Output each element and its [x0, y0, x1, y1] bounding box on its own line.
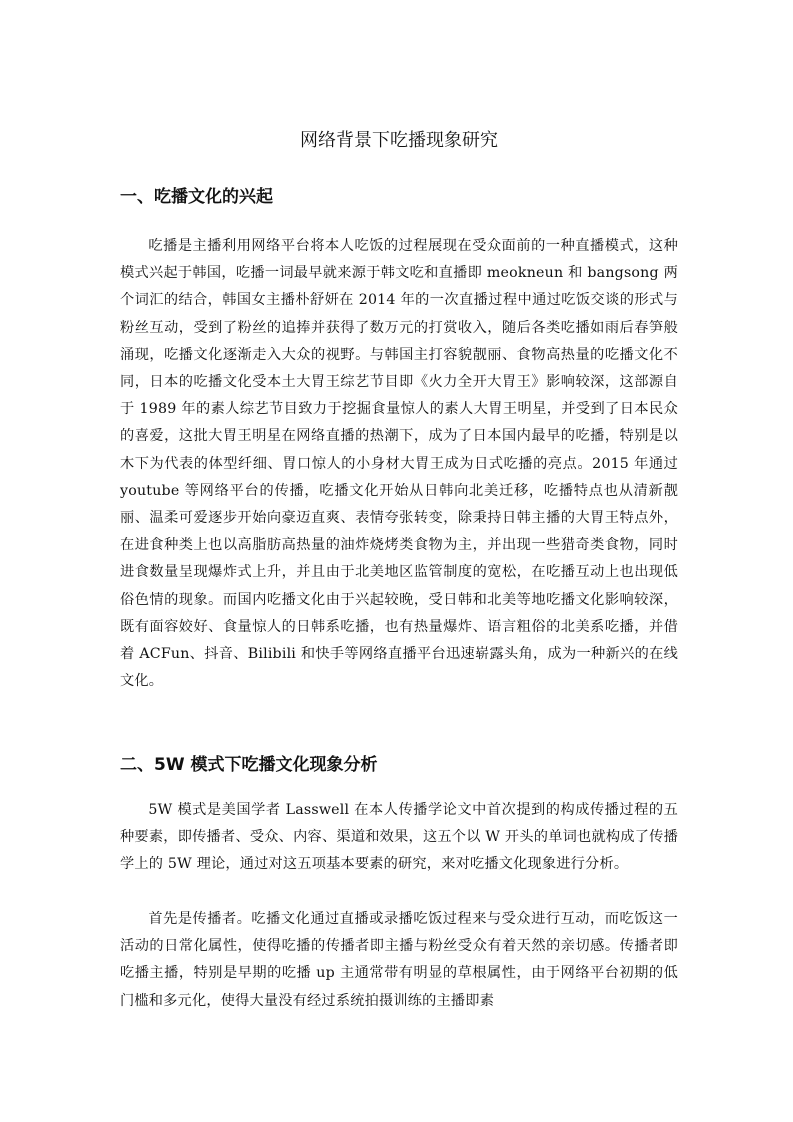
section-heading-5w-analysis: 二、5W 模式下吃播文化现象分析	[120, 755, 378, 775]
paragraph-communicator: 首先是传播者。吃播文化通过直播或录播吃饭过程来与受众进行互动，而吃饭这一活动的日常化属性，使得吃播的传播者即主播与粉丝受众有着天然的亲切感。传播者即吃播主播，特别是早期的吃播 up 主通常带有明显的草根属性，由于网络平台初期的低门槛和多元化，使得大量没有经过系统拍摄训练的主播即素	[120, 911, 678, 1009]
paragraph-rise-of-mukbang: 吃播是主播利用网络平台将本人吃饭的过程展现在受众面前的一种直播模式，这种模式兴起于韩国，吃播一词最早就来源于韩文吃和直播即 meokneun 和 bangsong 两个词汇的结合，韩国女主播朴舒妍在 2014 年的一次直播过程中通过吃饭交谈的形式与粉丝互动，受到了粉丝的追捧并获得了数万元的打赏收入，随后各类吃播如雨后春笋般涌现，吃播文化逐渐走入大众的视野。与韩国主打容貌靓丽、食物高热量的吃播文化不同，日本的吃播文化受本土大胃王综艺节目即《火力全开大胃王》影响较深，这部源自于 1989 年的素人综艺节目致力于挖掘食量惊人的素人大胃王明星，并受到了日本民众的喜爱，这批大胃王明星在网络直播的热潮下，成为了日本国内最早的吃播，特别是以木下为代表的体型纤细、胃口惊人的小身材大胃王成为日式吃播的亮点。2015 年通过 youtube 等网络平台的传播，吃播文化开始从日韩向北美迁移，吃播特点也从清新靓丽、温柔可爱逐步开始向豪迈直爽、表情夸张转变，除秉持日韩主播的大胃王特点外，在进食种类上也以高脂肪高热量的油炸烧烤类食物为主，并出现一些猎奇类食物，同时进食数量呈现爆炸式上升，并且由于北美地区监管制度的宽松，在吃播互动上也出现低俗色情的现象。而国内吃播文化由于兴起较晚，受日韩和北美等地吃播文化影响较深，既有面容姣好、食量惊人的日韩系吃播，也有热量爆炸、语言粗俗的北美系吃播，并借着 ACFun、抖音、Bilibili 和快手等网络直播平台迅速崭露头角，成为一种新兴的在线文化。	[120, 238, 678, 690]
paragraph-5w-intro: 5W 模式是美国学者 Lasswell 在本人传播学论文中首次提到的构成传播过程的五种要素，即传播者、受众、内容、渠道和效果，这五个以 W 开头的单词也就构成了传播学上的 5W 理论，通过对这五项基本要素的研究，来对吃播文化现象进行分析。	[120, 802, 678, 873]
document-title: 网络背景下吃播现象研究	[300, 130, 498, 151]
section-heading-rise-of-mukbang: 一、吃播文化的兴起	[120, 187, 273, 207]
